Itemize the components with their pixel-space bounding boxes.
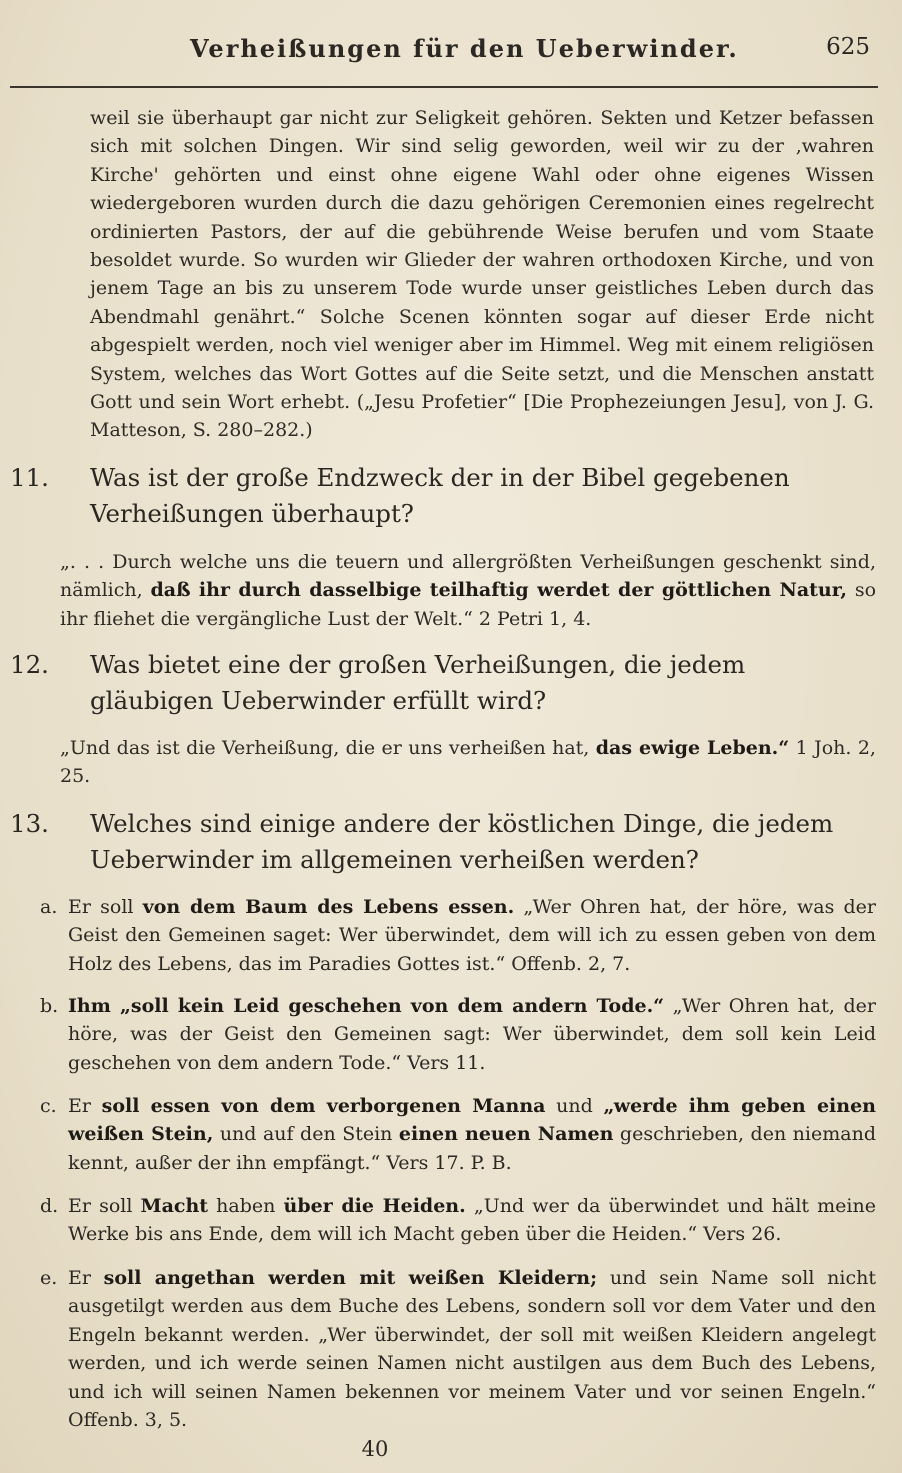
answer-11 [60, 548, 876, 633]
item-letter: e. [40, 1267, 58, 1289]
item-emphasis: von dem Baum des Lebens essen. [142, 896, 515, 918]
item-letter: c. [40, 1095, 57, 1117]
item-body [68, 1264, 876, 1434]
question-number: 11. [10, 463, 49, 492]
item-emphasis: soll angethan werden mit weißen Kleidern; [103, 1267, 598, 1289]
item-text: Er soll [68, 896, 143, 918]
item-emphasis: Ihm „soll kein Leid geschehen von dem andern Tode.“ [68, 995, 665, 1017]
answer-reference: 1 Joh. 2, 25. [60, 737, 876, 788]
signature-number: 40 [361, 1437, 389, 1461]
item-text: und [545, 1095, 604, 1117]
page-header [0, 0, 902, 90]
item-letter: b. [40, 995, 59, 1017]
intro-paragraph: weil sie überhaupt gar nicht zur Seligkeit gehören. Sekten und Ketzer befassen sich mit solchen Dingen. Wir sind selig geworden, weil wir zu der ‚wahren Kirche' gehörten und einst ohne eigene Wahl oder ohne eigenes Wissen wiedergeboren wurden durch die dazu gehörigen Ceremonien eines regelrecht ordinierten Pastors, der auf die gebührende Weise berufen und vom Staate besoldet wurde. So wurden wir Glieder der wahren orthodoxen Kirche, und von jenem Tage an bis zu unserem Tode wurde unser geistliches Leben durch das Abendmahl genährt.“ Solche Scenen könnten sogar auf dieser Erde nicht abgespielt werden, noch viel weniger aber im Himmel. Weg mit einem religiösen System, welches das Wort Gottes auf die Seite setzt, und die Menschen anstatt Gott und sein Wort erhebt. („Jesu Profetier“ [Die Prophezeiungen Jesu], von J. G. Matteson, S. 280–282.) [90, 107, 874, 442]
item-text: haben [208, 1195, 284, 1217]
question-13 [10, 806, 876, 878]
question-text: Was ist der große Endzweck der in der Bibel gegebenen Verheißungen überhaupt? [90, 463, 790, 528]
answer-text: „Und das ist die Verheißung, die er uns verheißen hat, [60, 737, 590, 759]
answer-emphasis: das ewige Leben.“ [595, 737, 790, 759]
question-12 [10, 647, 876, 719]
item-a [10, 893, 876, 978]
item-text: „Und wer da überwindet und hält meine Werke bis ans Ende, dem will ich Macht geben über die Heiden.“ Vers 26. [68, 1195, 876, 1246]
answer-emphasis: daß ihr durch dasselbige teilhaftig werdet der göttlichen Natur, [150, 579, 847, 602]
item-text: geschrieben, den niemand kennt, außer der ihn empfängt.“ Vers 17. P. B. [68, 1123, 876, 1174]
running-title: Verheißungen für den Ueberwinder. [190, 34, 739, 63]
item-body [68, 893, 876, 978]
answer-12 [60, 734, 876, 791]
question-text: Welches sind einige andere der köstlichen Dinge, die jedem Ueberwinder im allgemeinen verheißen werden? [90, 809, 834, 874]
item-body [68, 1192, 876, 1249]
item-text: und sein Name soll nicht ausgetilgt werden aus dem Buche des Lebens, sondern soll vor dem Vater und den Engeln bekannt werden. „Wer überwindet, der soll mit weißen Kleidern angelegt werden, und ich werde seinen Namen nicht austilgen aus dem Buch des Lebens, und ich will seinen Namen bekennen vor meinem Vater und vor seinen Engeln.“ Offenb. 3, 5. [68, 1267, 876, 1432]
item-text: „Wer Ohren hat, der höre, was der Geist den Gemeinen sagt: Wer überwindet, dem soll kein Leid geschehen von dem andern Tode.“ Vers 11. [68, 995, 876, 1074]
question-text: Was bietet eine der großen Verheißungen, die jedem gläubigen Ueberwinder erfüllt wird? [90, 650, 746, 715]
item-text: Er [68, 1095, 102, 1117]
item-c [10, 1092, 876, 1177]
item-b [10, 992, 876, 1077]
item-text: „Wer Ohren hat, der höre, was der Geist den Gemeinen saget: Wer überwindet, dem will ich zu essen geben von dem Holz des Lebens, das im Paradies Gottes ist.“ Offenb. 2, 7. [68, 896, 877, 975]
answer-reference: so ihr fliehet die vergängliche Lust der Welt.“ 2 Petri 1, 4. [60, 579, 877, 630]
item-letter: a. [40, 896, 58, 918]
question-number: 13. [10, 809, 49, 838]
item-emphasis: „werde ihm geben einen weißen Stein, [68, 1095, 876, 1146]
item-text: Er [68, 1267, 104, 1289]
item-text: und auf den Stein [213, 1123, 399, 1146]
header-rule [10, 86, 878, 88]
question-11 [10, 460, 876, 532]
question-number: 12. [10, 650, 49, 679]
item-emphasis: soll essen von dem verborgenen Manna [101, 1095, 546, 1117]
page-number: 625 [826, 34, 870, 60]
item-emphasis: über die Heiden. [283, 1195, 466, 1217]
item-body [68, 1092, 876, 1177]
item-d [10, 1192, 876, 1249]
item-text: Er soll [68, 1195, 141, 1217]
item-body [68, 992, 876, 1077]
item-emphasis: Macht [140, 1195, 209, 1217]
item-letter: d. [40, 1195, 59, 1217]
item-emphasis: einen neuen Namen [398, 1123, 614, 1146]
answer-text: „. . . Durch welche uns die teuern und allergrößten Verheißungen geschenkt sind, nämlich, [60, 551, 876, 602]
item-e [10, 1264, 876, 1434]
